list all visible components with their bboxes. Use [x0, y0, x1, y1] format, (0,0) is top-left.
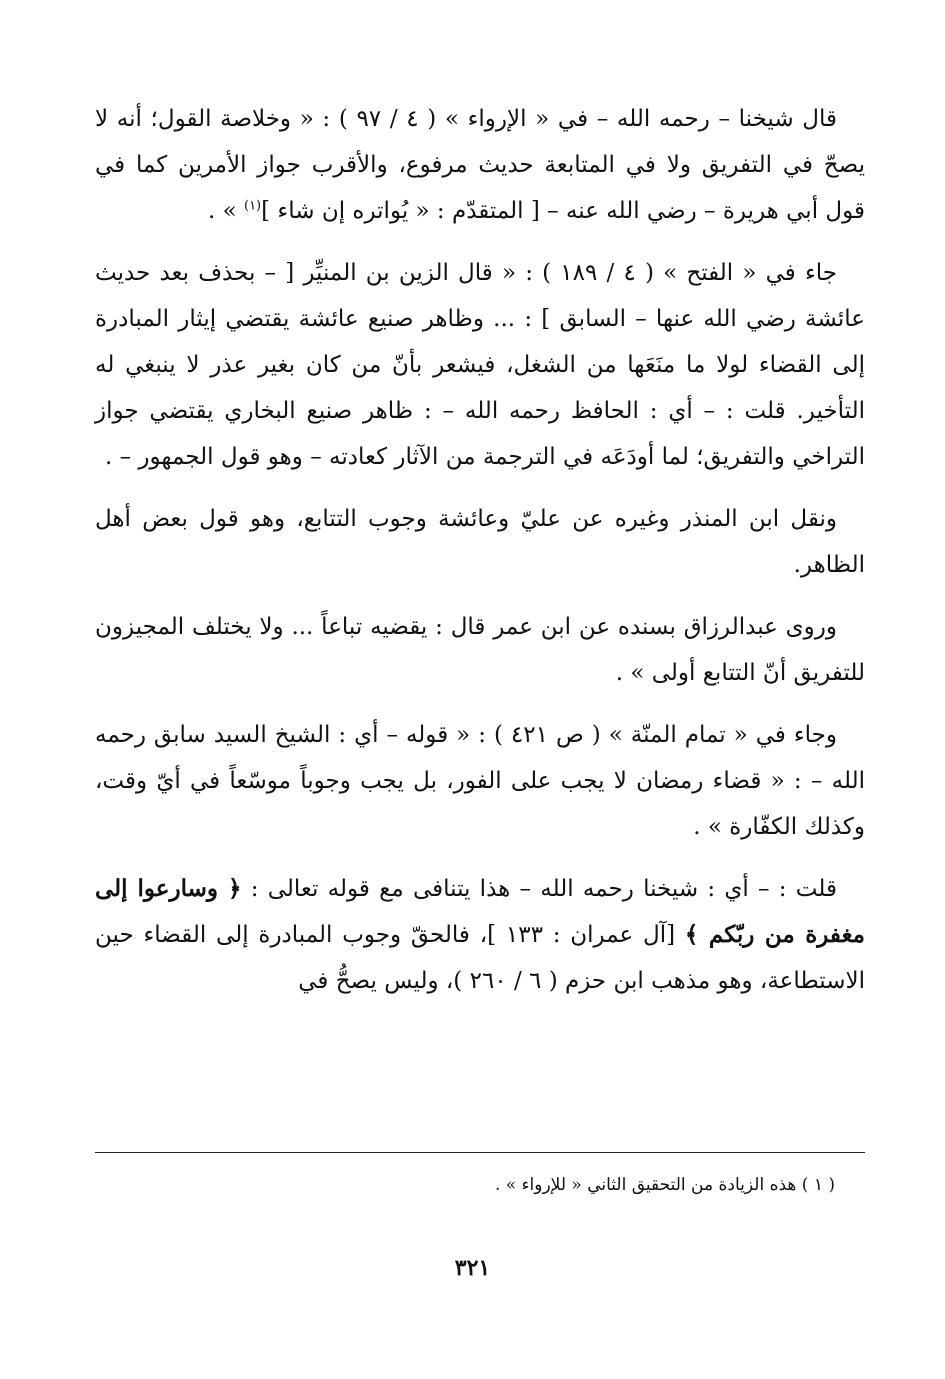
paragraph-1 [95, 96, 865, 234]
main-text [95, 96, 865, 1018]
paragraph-5: وجاء في « تمام المنّة » ( ص ٤٢١ ) : « قوله – أي : الشيخ السيد سابق رحمه الله – : « قضاء رمضان لا يجب على الفور، بل يجب وجوباً موسّعاً في أيّ وقت، وكذلك الكفّارة » . [95, 722, 865, 840]
paragraph-6-text: قلت : – أي : شيخنا رحمه الله – هذا يتنافى مع قوله تعالى : [241, 876, 837, 902]
paragraph-2: جاء في « الفتح » ( ٤ / ١٨٩ ) : « قال الزين بن المنيِّر [ – بحذف بعد حديث عائشة رضي الله عنها – السابق ] : ... وظاهر صنيع عائشة يقتضي إيثار المبادرة إلى القضاء لولا ما منَعَها من الشغل، فيشعر بأنّ من كان بغير عذر لا ينبغي له التأخير. قلت : – أي : الحافظ رحمه الله – : ظاهر صنيع البخاري يقتضي جواز التراخي والتفريق؛ لما أودَعَه في الترجمة من الآثار كعادته – وهو قول الجمهور – . [95, 260, 865, 470]
page-number: ٣٢١ [454, 1255, 491, 1281]
paragraph-6-end: [آل عمران : ١٣٣ ]، فالحقّ وجوب المبادرة إلى القضاء حين الاستطاعة، وهو مذهب ابن حزم ( ٦ / ٢٦٠ )، وليس يصحُّ في [95, 922, 865, 994]
paragraph-4: وروى عبدالرزاق بسنده عن ابن عمر قال : يقضيه تباعاً ... ولا يختلف المجيزون للتفريق أنّ التتابع أولى » . [95, 614, 865, 686]
footnote-divider [95, 1152, 865, 1153]
paragraph-6 [95, 866, 865, 1004]
footnote: ( ١ ) هذه الزيادة من التحقيق الثاني « للإرواء » . [494, 1175, 835, 1195]
paragraph-1-end: » . [207, 198, 244, 224]
paragraph-1-text: قال شيخنا – رحمه الله – في « الإرواء » ( ٤ / ٩٧ ) : « وخلاصة القول؛ أنه لا يصحّ في التفريق ولا في المتابعة حديث مرفوع، والأقرب جواز الأمرين كما في قول أبي هريرة – رضي الله عنه – [ المتقدّم : « يُواتره إن شاء ] [95, 106, 865, 224]
footnote-marker[interactable]: (١) [243, 198, 262, 214]
quran-verse: ﴿ وسارعوا إلى مغفرة من ربّكم ﴾ [95, 875, 865, 948]
paragraph-3: ونقل ابن المنذر وغيره عن عليّ وعائشة وجوب التتابع، وهو قول بعض أهل الظاهر. [95, 506, 865, 578]
